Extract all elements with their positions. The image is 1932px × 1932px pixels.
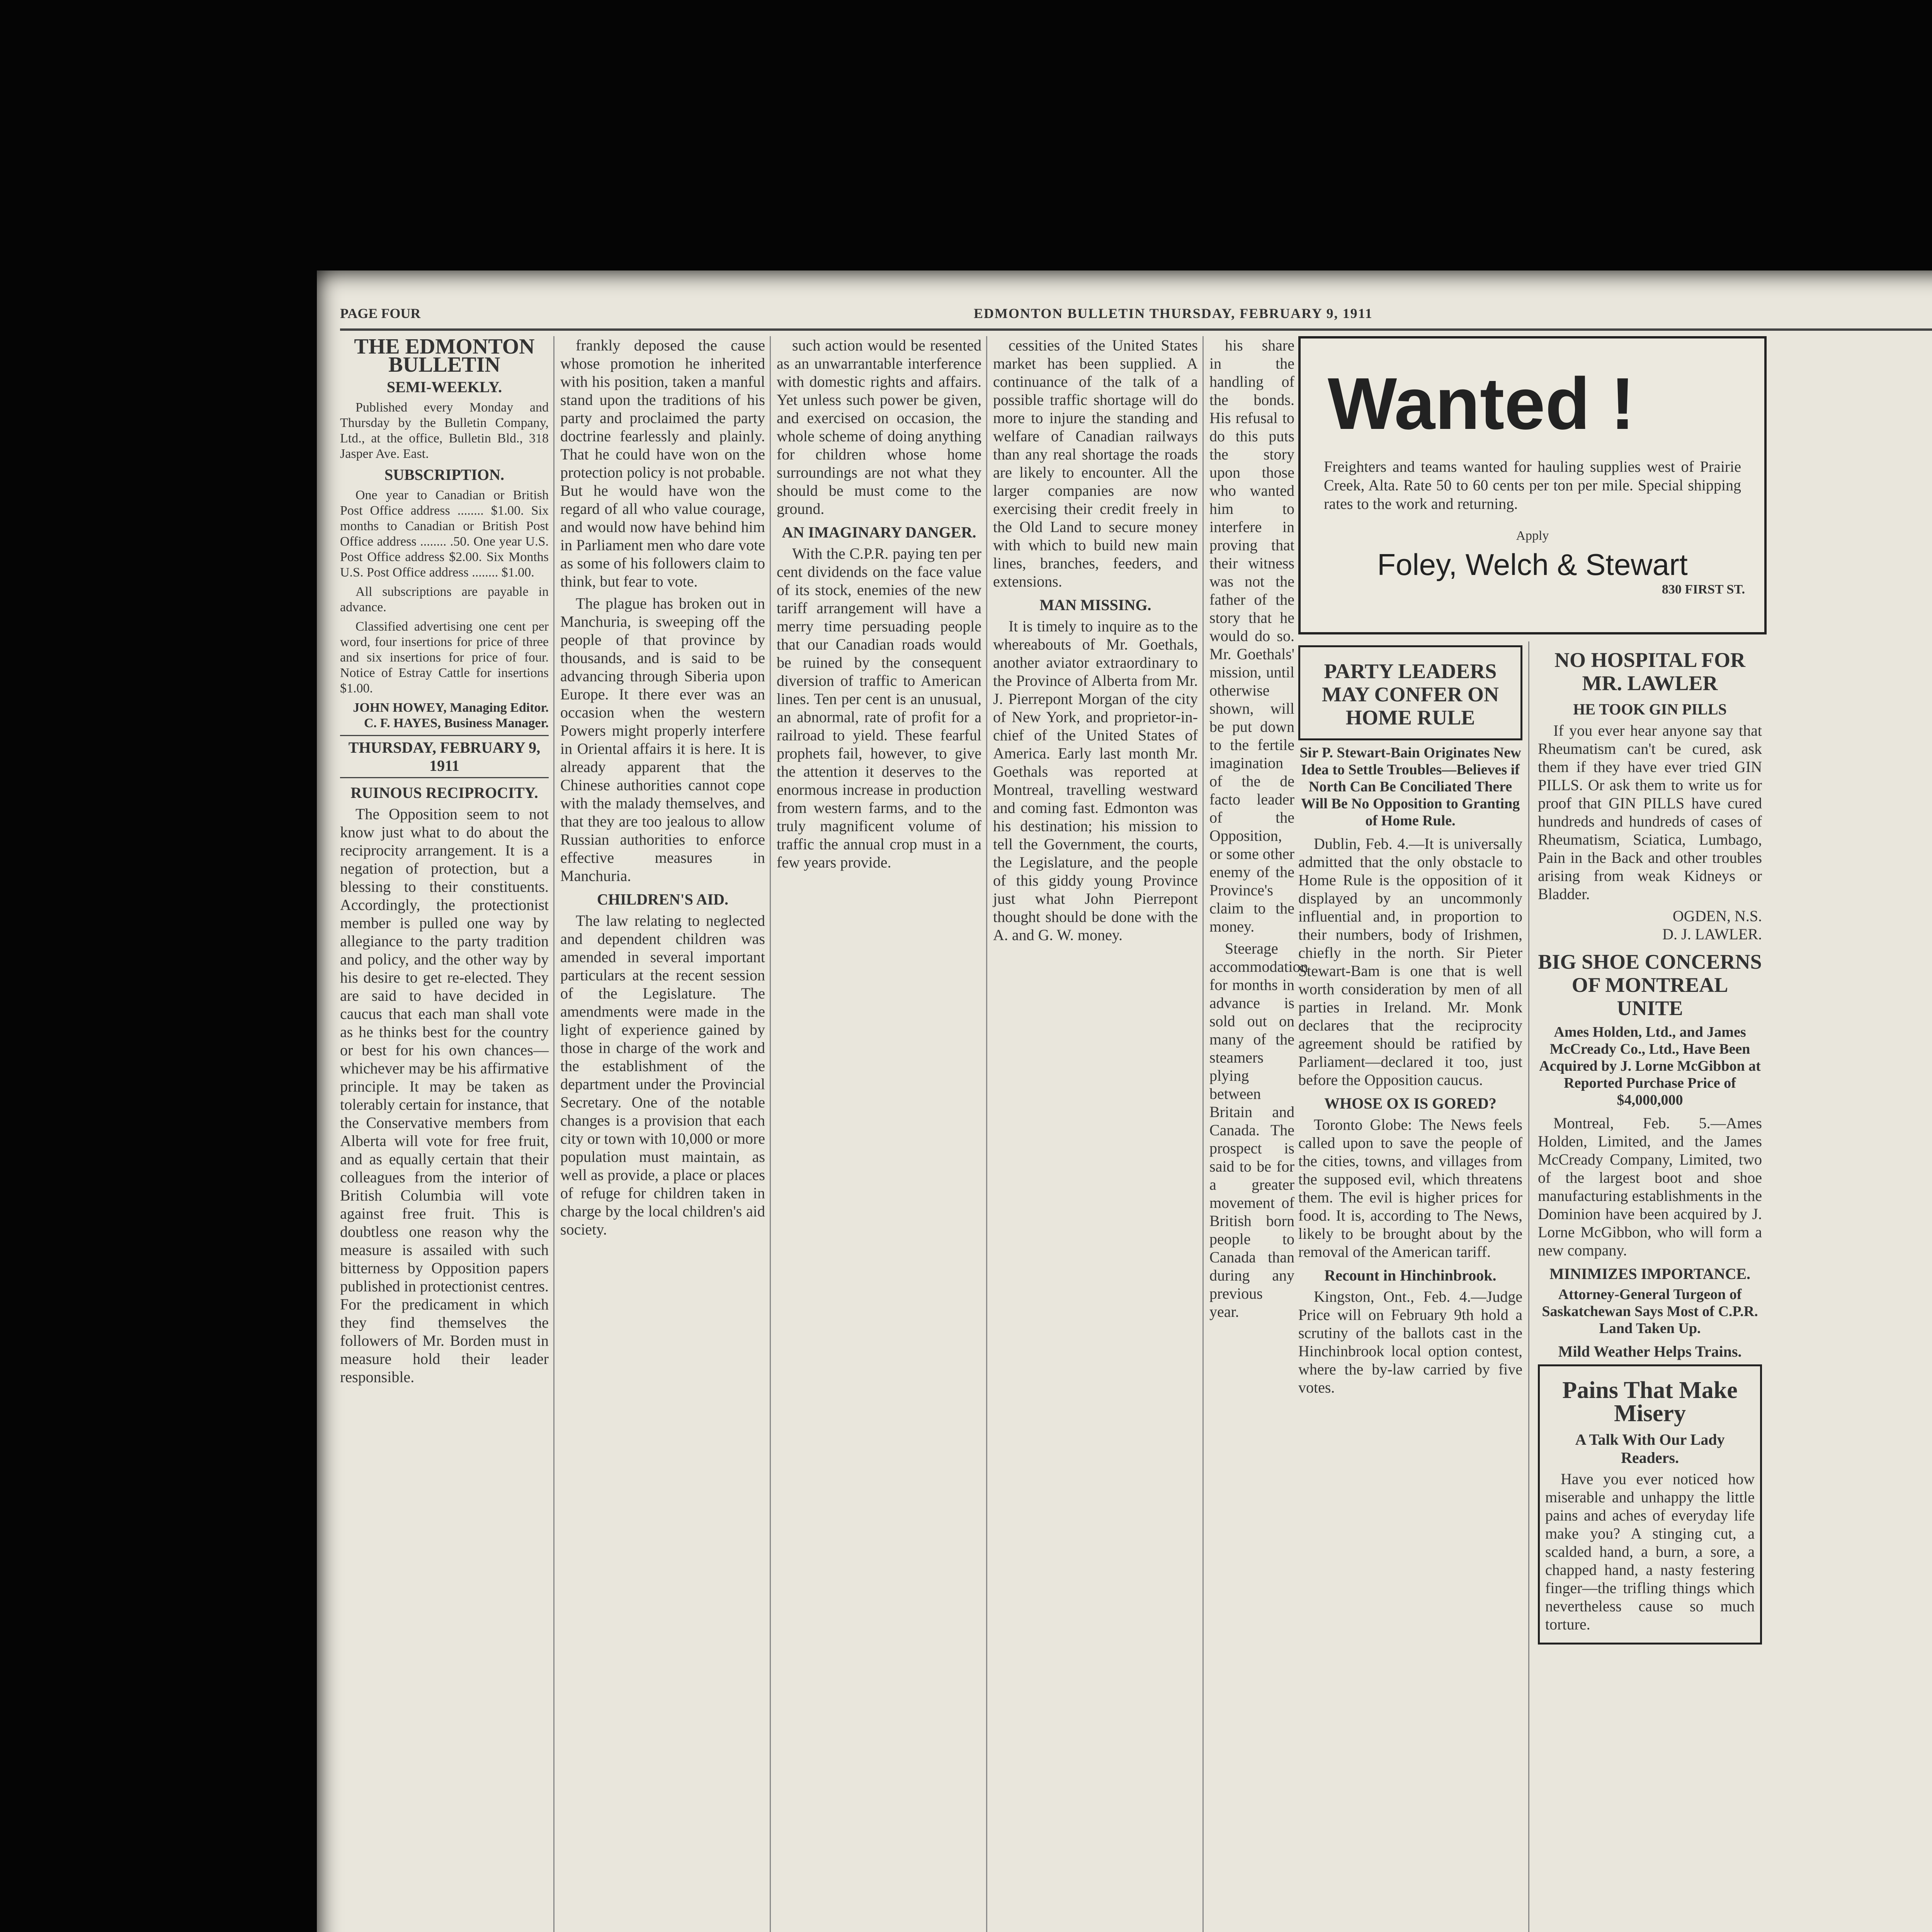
edition-label: SEMI-WEEKLY. (386, 378, 502, 396)
testimonial-place: OGDEN, N.S. (1672, 907, 1762, 925)
imaginary-danger-title: AN IMAGINARY DANGER. (782, 524, 976, 541)
hospital-title: NO HOSPITAL FOR MR. LAWLER (1554, 648, 1746, 695)
hospital-text: If you ever hear anyone say that Rheumatism can't be cured, ask them if they have ever tried GIN PILLS. Or ask them to write us for proof that GIN PILLS have cured hundreds and hundreds of cases of Rheumatism, Sciatica, Lumbago, Pain in the Back and other troubles arising from weak Kidneys or Bladder. (1538, 722, 1762, 903)
column-separator (1202, 336, 1204, 1932)
children-aid-title: CHILDREN'S AID. (597, 891, 729, 908)
wanted-address: 830 FIRST ST. (1662, 582, 1745, 597)
man-missing-text: It is timely to inquire as to the whereabouts of Mr. Goethals, another aviator extraordinary to the Province of Alberta from Mr. J. Pierrepont Morgan of the city of New York, and proprietor-in-chief of the United States of America. Early last month Mr. Goethals was reported at Montreal, travelling westward and coming fast. Edmonton was his destination; his mission to tell the Government, the courts, the Legislature, and the people of this giddy young Province just what John Pierrepont thought should be done with the A. and G. W. money. (993, 617, 1198, 944)
column-2 (560, 336, 765, 1932)
home-rule-frame (1298, 645, 1522, 740)
whose-ox-text: Toronto Globe: The News feels called upon to save the people of the cities, towns, and villages from the supposed evil, which threatens them. The evil is higher prices for food. It is, according to The News, likely to be brought about by the removal of the American tariff. (1298, 1116, 1522, 1260)
column-7 (1538, 641, 1762, 1932)
shoe-concerns-deck: Ames Holden, Ltd., and James McCready Co., Ltd., Have Been Acquired by J. Lorne McGibbon at Reported Purchase Price of $4,000,000 (1539, 1024, 1761, 1108)
pains-deck: A Talk With Our Lady Readers. (1575, 1431, 1725, 1466)
page-folio: EDMONTON BULLETIN THURSDAY, FEBRUARY 9, 1911 (974, 306, 1373, 321)
recount-text: Kingston, Ont., Feb. 4.—Judge Price will on February 9th hold a scrutiny of the ballots cast in the Hinchinbrook local option contest, where the by-law carried by five votes. (1298, 1288, 1522, 1396)
subscription-rates: One year to Canadian or British Post Office address ........ $1.00. Six months to Canadian or British Post Office address ........ .50. One year U.S. Post Office address $2.00. Six Months U.S. Post Office address ........ $1.00. (340, 488, 549, 580)
home-rule-deck: Sir P. Stewart-Bain Originates New Idea to Settle Troubles—Believes if North Can Be Conciliated There Will Be No Opposition to Granting of Home Rule. (1299, 745, 1521, 829)
minimizes-deck: Attorney-General Turgeon of Saskatchewan Says Most of C.P.R. Land Taken Up. (1542, 1286, 1758, 1337)
goethals-column (1209, 336, 1308, 1932)
wanted-headline: Wanted ! (1328, 363, 1635, 445)
wanted-firm: Foley, Welch & Stewart (1377, 548, 1688, 582)
pains-frame (1538, 1364, 1762, 1645)
masthead: THE EDMONTON BULLETIN (354, 335, 535, 377)
editorial-title: RUINOUS RECIPROCITY. (350, 784, 538, 801)
home-rule-text: Dublin, Feb. 4.—It is universally admitted that the only obstacle to Home Rule is the opposition of it displayed by an uncommonly influential and, in proportion to their numbers, body of Irishmen, chiefly in the north. Sir Pieter Stewart-Bam is one that is well worth consideration by men of all parties in Ireland. Mr. Monk declares that the reciprocity agreement should be ratified by Parliament—declared it too, just before the Opposition caucus. (1298, 835, 1522, 1088)
advance-note: All subscriptions are payable in advance. (340, 585, 549, 614)
publisher-note: Published every Monday and Thursday by the Bulletin Company, Ltd., at the office, Bulletin Bld., 318 Jasper Ave. East. (340, 400, 549, 461)
pains-text: Have you ever noticed how miserable and unhappy the little pains and aches of everyday life make you? A stinging cut, a scalded hand, a burn, a sore, a chapped hand, a nasty festering finger—the trifling things which nevertheless cause so much torture. (1545, 1470, 1755, 1633)
business-manager: C. F. HAYES, Business Manager. (364, 716, 549, 730)
header-rule (340, 328, 1932, 331)
wanted-body: Freighters and teams wanted for hauling supplies west of Prairie Creek, Alta. Rate 50 to 60 cents per ton per mile. Special shipping rates to the work and returning. (1324, 458, 1741, 512)
classified-note: Classified advertising one cent per word, four insertions for price of three and six insertions for price of four. Notice of Estray Cattle for insertions $1.00. (340, 619, 549, 696)
column-4 (993, 336, 1198, 1932)
recount-title: Recount in Hinchinbrook. (1324, 1267, 1497, 1284)
column-6 (1298, 641, 1522, 1932)
column-separator (986, 336, 987, 1932)
wanted-advertisement (1298, 336, 1767, 634)
man-missing-title: MAN MISSING. (1039, 596, 1151, 614)
subscription-heading: SUBSCRIPTION. (384, 466, 505, 483)
pains-title: Pains That Make Misery (1562, 1377, 1738, 1427)
wanted-apply: Apply (1516, 529, 1549, 543)
shoe-concerns-title: BIG SHOE CONCERNS OF MONTREAL UNITE (1538, 950, 1762, 1020)
page-header (340, 305, 1932, 328)
column-separator (553, 336, 554, 1932)
whose-ox-title: WHOSE OX IS GORED? (1324, 1095, 1497, 1112)
railway-text: cessities of the United States market has been supplied. A continuance of the talk of a possible traffic shortage will do more to injure the standing and welfare of Canadian railways than any real shortage the roads are likely to encounter. All the larger companies are now exercising their credit freely in the Old Land to secure money with which to build new main lines, branches, feeders, and extensions. (993, 337, 1198, 590)
newspaper-page (317, 270, 1932, 1932)
page-label: PAGE FOUR (340, 306, 421, 321)
managing-editor: JOHN HOWEY, Managing Editor. (353, 701, 549, 715)
imaginary-danger-text: With the C.P.R. paying ten per cent dividends on the face value of its stock, enemies of the new tariff arrangement will have a merry time persuading people that our Canadian roads would be ruined by the consequent diversion of traffic to American lines. Ten per cent is an unusual, an abnormal, rate of profit for a railroad to yield. These fearful prophets fail, however, to give the attention it deserves to the enormous increase in production from western farms, and to the truly magnificent volume of traffic the annual crop must in a few years provide. (777, 545, 981, 871)
shoe-concerns-text: Montreal, Feb. 5.—Ames Holden, Limited, and the James McCready Company, Limited, two of the largest boot and shoe manufacturing establishments in the Dominion have been acquired by J. Lorne McGibbon, who will form a new company. (1538, 1114, 1762, 1259)
dateline: THURSDAY, FEBRUARY 9, 1911 (340, 735, 549, 778)
column-1 (340, 336, 549, 1932)
column-3 (777, 336, 981, 1932)
weather-title: Mild Weather Helps Trains. (1558, 1343, 1742, 1360)
plague-text: The plague has broken out in Manchuria, is sweeping off the people of that province by thousands, and is said to be advancing through Siberia upon Europe. It there ever was an occasion when the western Powers might properly interfere in Oriental affairs it is here. It is already apparent that the Chinese authorities cannot cope with the malady themselves, and that they are too jealous to allow Russian authorities to enforce effective measures in Manchuria. (560, 595, 765, 884)
editorial-text: The Opposition seem to not know just what to do about the reciprocity arrangement. It is a negation of protection, but a blessing to their constituents. Accordingly, the protectionist member is pulled one way by allegiance to the party tradition and policy, and the other way by his desire to get re-elected. They are said to have decided in caucus that each man shall vote as he thinks best for the country or best for his own chances—whichever may be his affirmative principle. It may be taken as tolerably certain for instance, that the Conservative members from Alberta will vote for free fruit, and as equally certain that their colleagues from the interior of British Columbia will vote against free fruit. This is doubtless one reason why the measure is assailed with such bitterness by Opposition papers published in protectionist centres. For the predicament in which they find themselves the followers of Mr. Borden must in measure hold their leader responsible. (340, 805, 549, 1386)
column-separator (770, 336, 771, 1932)
home-rule-title: PARTY LEADERS MAY CONFER ON HOME RULE (1322, 660, 1499, 729)
goethals-continued: his share in the handling of the bonds. His refusal to do this puts the story upon those who wanted him to interfere in proving that their witness was not the father of the story that he would do so. Mr. Goethals' mission, until otherwise shown, will be put down to the fertile imagination of the de facto leader of the Opposition, or some other enemy of the Province's claim to the money. (1209, 337, 1294, 935)
testimonial-signature: D. J. LAWLER. (1662, 925, 1762, 943)
minimizes-title: MINIMIZES IMPORTANCE. (1549, 1265, 1751, 1282)
children-continued: such action would be resented as an unwarrantable interference with domestic rights and affairs. Yet unless such power be given, and exercised on occasion, the whole scheme of doing anything for children whose home surroundings are not what they should be must come to the ground. (777, 337, 981, 517)
hospital-deck: HE TOOK GIN PILLS (1573, 701, 1727, 718)
children-aid-text: The law relating to neglected and dependent children was amended in several important particulars at the recent session of the Legislature. The amendments were made in the light of experience gained by those in charge of the work and the establishment of the department under the Provincial Secretary. One of the notable changes is a provision that each city or town with 10,000 or more population must maintain, as well as provide, a place or places of refuge for children taken in charge by the local children's aid society. (560, 912, 765, 1238)
steerage-text: Steerage accommodation for months in advance is sold out on many of the steamers plying between Britain and Canada. The prospect is said to be for a greater movement of British born people to Canada than during any previous year. (1209, 940, 1308, 1320)
editorial-continued: frankly deposed the cause whose promotion he inherited with his position, taken a manful stand upon the traditions of his party and proclaimed the party doctrine fearlessly and plainly. That he could have won on the protection policy is not probable. But he would have won the regard of all who value courage, and would now have behind him in Parliament men who dare vote as some of his followers claim to think, but fear to vote. (560, 337, 765, 590)
column-separator (1528, 641, 1529, 1932)
